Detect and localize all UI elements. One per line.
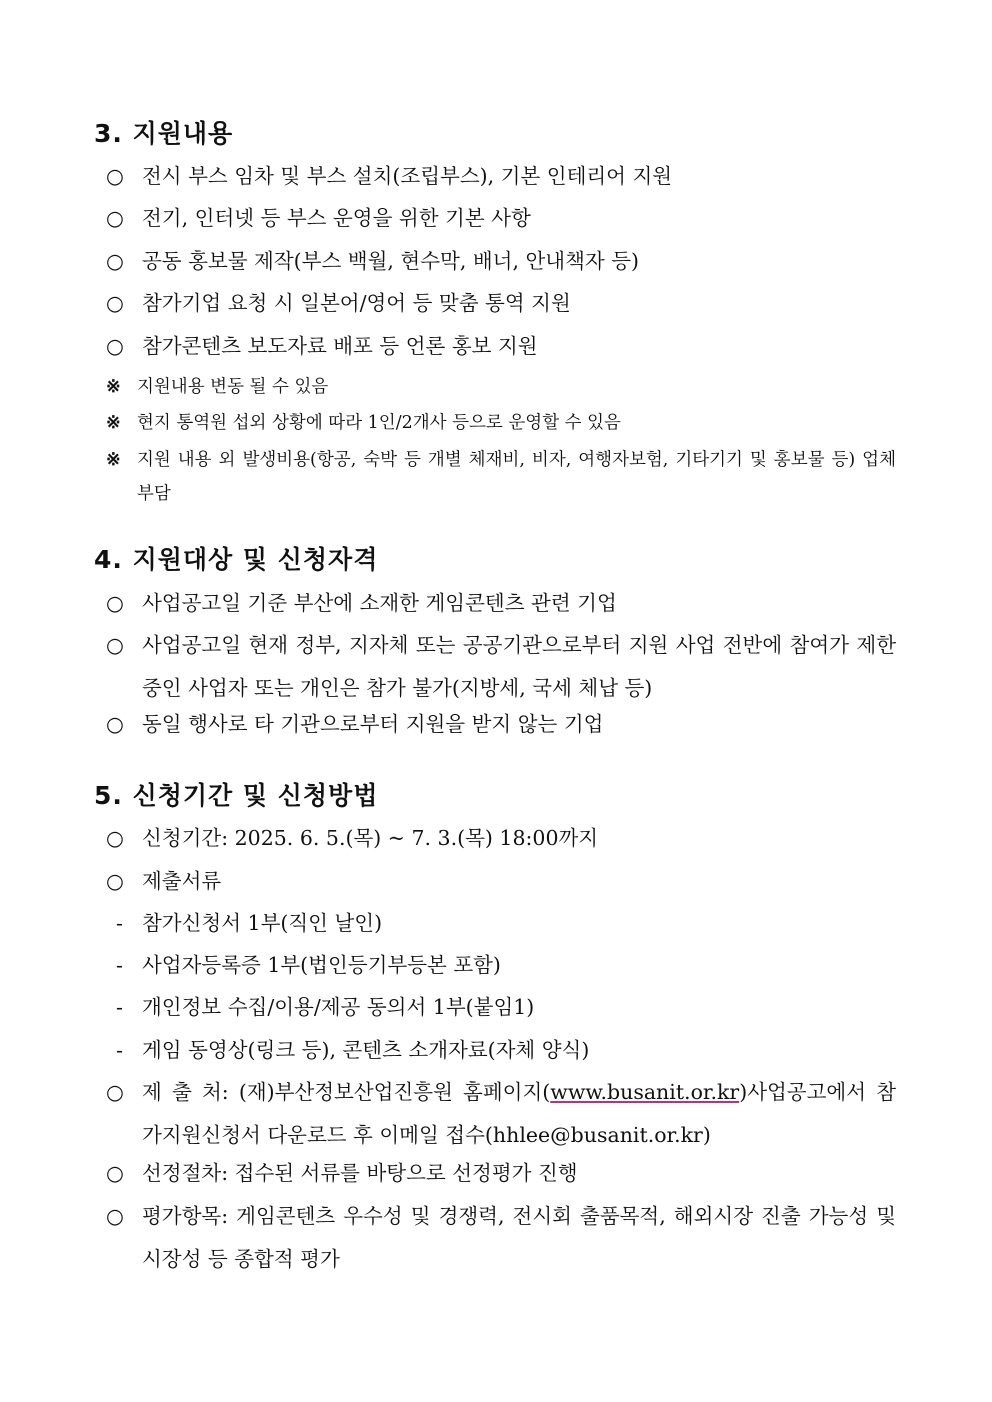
document-item: - 게임 동영상(링크 등), 콘텐츠 소개자료(자체 양식) (116, 1029, 589, 1072)
circle-bullet-icon: ○ (106, 1080, 124, 1104)
circle-bullet-icon: ○ (106, 633, 124, 657)
section-3-heading: 3. 지원내용 (94, 119, 234, 148)
section-5-heading: 5. 신청기간 및 신청방법 (94, 781, 379, 810)
reference-mark-icon: ※ (106, 413, 121, 433)
circle-bullet-icon: ○ (106, 1161, 124, 1185)
list-item: ○ 선정절차: 접수된 서류를 바탕으로 선정평가 진행 (106, 1152, 896, 1195)
list-item: ○ 제 출 처: (재)부산정보산업진흥원 홈페이지(www.busanit.or.kr)사업공고에서 참가지원신청서 다운로드 후 이메일 접수(hhlee@busanit.or.kr) (106, 1071, 896, 1157)
dash-bullet-icon: - (116, 911, 123, 935)
circle-bullet-icon: ○ (106, 1204, 124, 1228)
circle-bullet-icon: ○ (106, 869, 124, 893)
note-item: ※ 현지 통역원 섭외 상황에 따라 1인/2개사 등으로 운영할 수 있음 (106, 406, 896, 440)
website-link[interactable]: www.busanit.or.kr (550, 1080, 740, 1104)
dash-bullet-icon: - (116, 1038, 123, 1062)
list-item: ○ 신청기간: 2025. 6. 5.(목) ~ 7. 3.(목) 18:00까지 (106, 817, 896, 860)
list-item: ○ 제출서류 (106, 860, 896, 903)
circle-bullet-icon: ○ (106, 164, 124, 188)
circle-bullet-icon: ○ (106, 334, 124, 358)
reference-mark-icon: ※ (106, 377, 121, 397)
dash-bullet-icon: - (116, 953, 123, 977)
circle-bullet-icon: ○ (106, 249, 124, 273)
list-item: ○ 평가항목: 게임콘텐츠 우수성 및 경쟁력, 전시회 출품목적, 해외시장 진출 가능성 및 시장성 등 종합적 평가 (106, 1195, 896, 1281)
list-item: ○ 공동 홍보물 제작(부스 백월, 현수막, 배너, 안내책자 등) (106, 240, 896, 283)
list-item: ○ 동일 행사로 타 기관으로부터 지원을 받지 않는 기업 (106, 703, 896, 746)
document-item: - 참가신청서 1부(직인 날인) (116, 902, 382, 945)
list-item: ○ 사업공고일 현재 정부, 지자체 또는 공공기관으로부터 지원 사업 전반에 참여가 제한 중인 사업자 또는 개인은 참가 불가(지방세, 국세 체납 등) (106, 624, 896, 710)
list-item: ○ 사업공고일 기준 부산에 소재한 게임콘텐츠 관련 기업 (106, 582, 896, 625)
section-4-heading: 4. 지원대상 및 신청자격 (94, 545, 379, 574)
circle-bullet-icon: ○ (106, 291, 124, 315)
note-item: ※ 지원내용 변동 될 수 있음 (106, 370, 896, 404)
circle-bullet-icon: ○ (106, 826, 124, 850)
dash-bullet-icon: - (116, 995, 123, 1019)
circle-bullet-icon: ○ (106, 591, 124, 615)
reference-mark-icon: ※ (106, 450, 121, 470)
list-item: ○ 전기, 인터넷 등 부스 운영을 위한 기본 사항 (106, 197, 896, 240)
circle-bullet-icon: ○ (106, 712, 124, 736)
list-item: ○ 참가콘텐츠 보도자료 배포 등 언론 홍보 지원 (106, 325, 896, 368)
list-item: ○ 전시 부스 임차 및 부스 설치(조립부스), 기본 인테리어 지원 (106, 155, 896, 198)
document-item: - 사업자등록증 1부(법인등기부등본 포함) (116, 944, 501, 987)
document-item: - 개인정보 수집/이용/제공 동의서 1부(붙임1) (116, 986, 534, 1029)
circle-bullet-icon: ○ (106, 206, 124, 230)
list-item: ○ 참가기업 요청 시 일본어/영어 등 맞춤 통역 지원 (106, 282, 896, 325)
note-item: ※ 지원 내용 외 발생비용(항공, 숙박 등 개별 체재비, 비자, 여행자보험, 기타기기 및 홍보물 등) 업체 부담 (106, 443, 896, 511)
